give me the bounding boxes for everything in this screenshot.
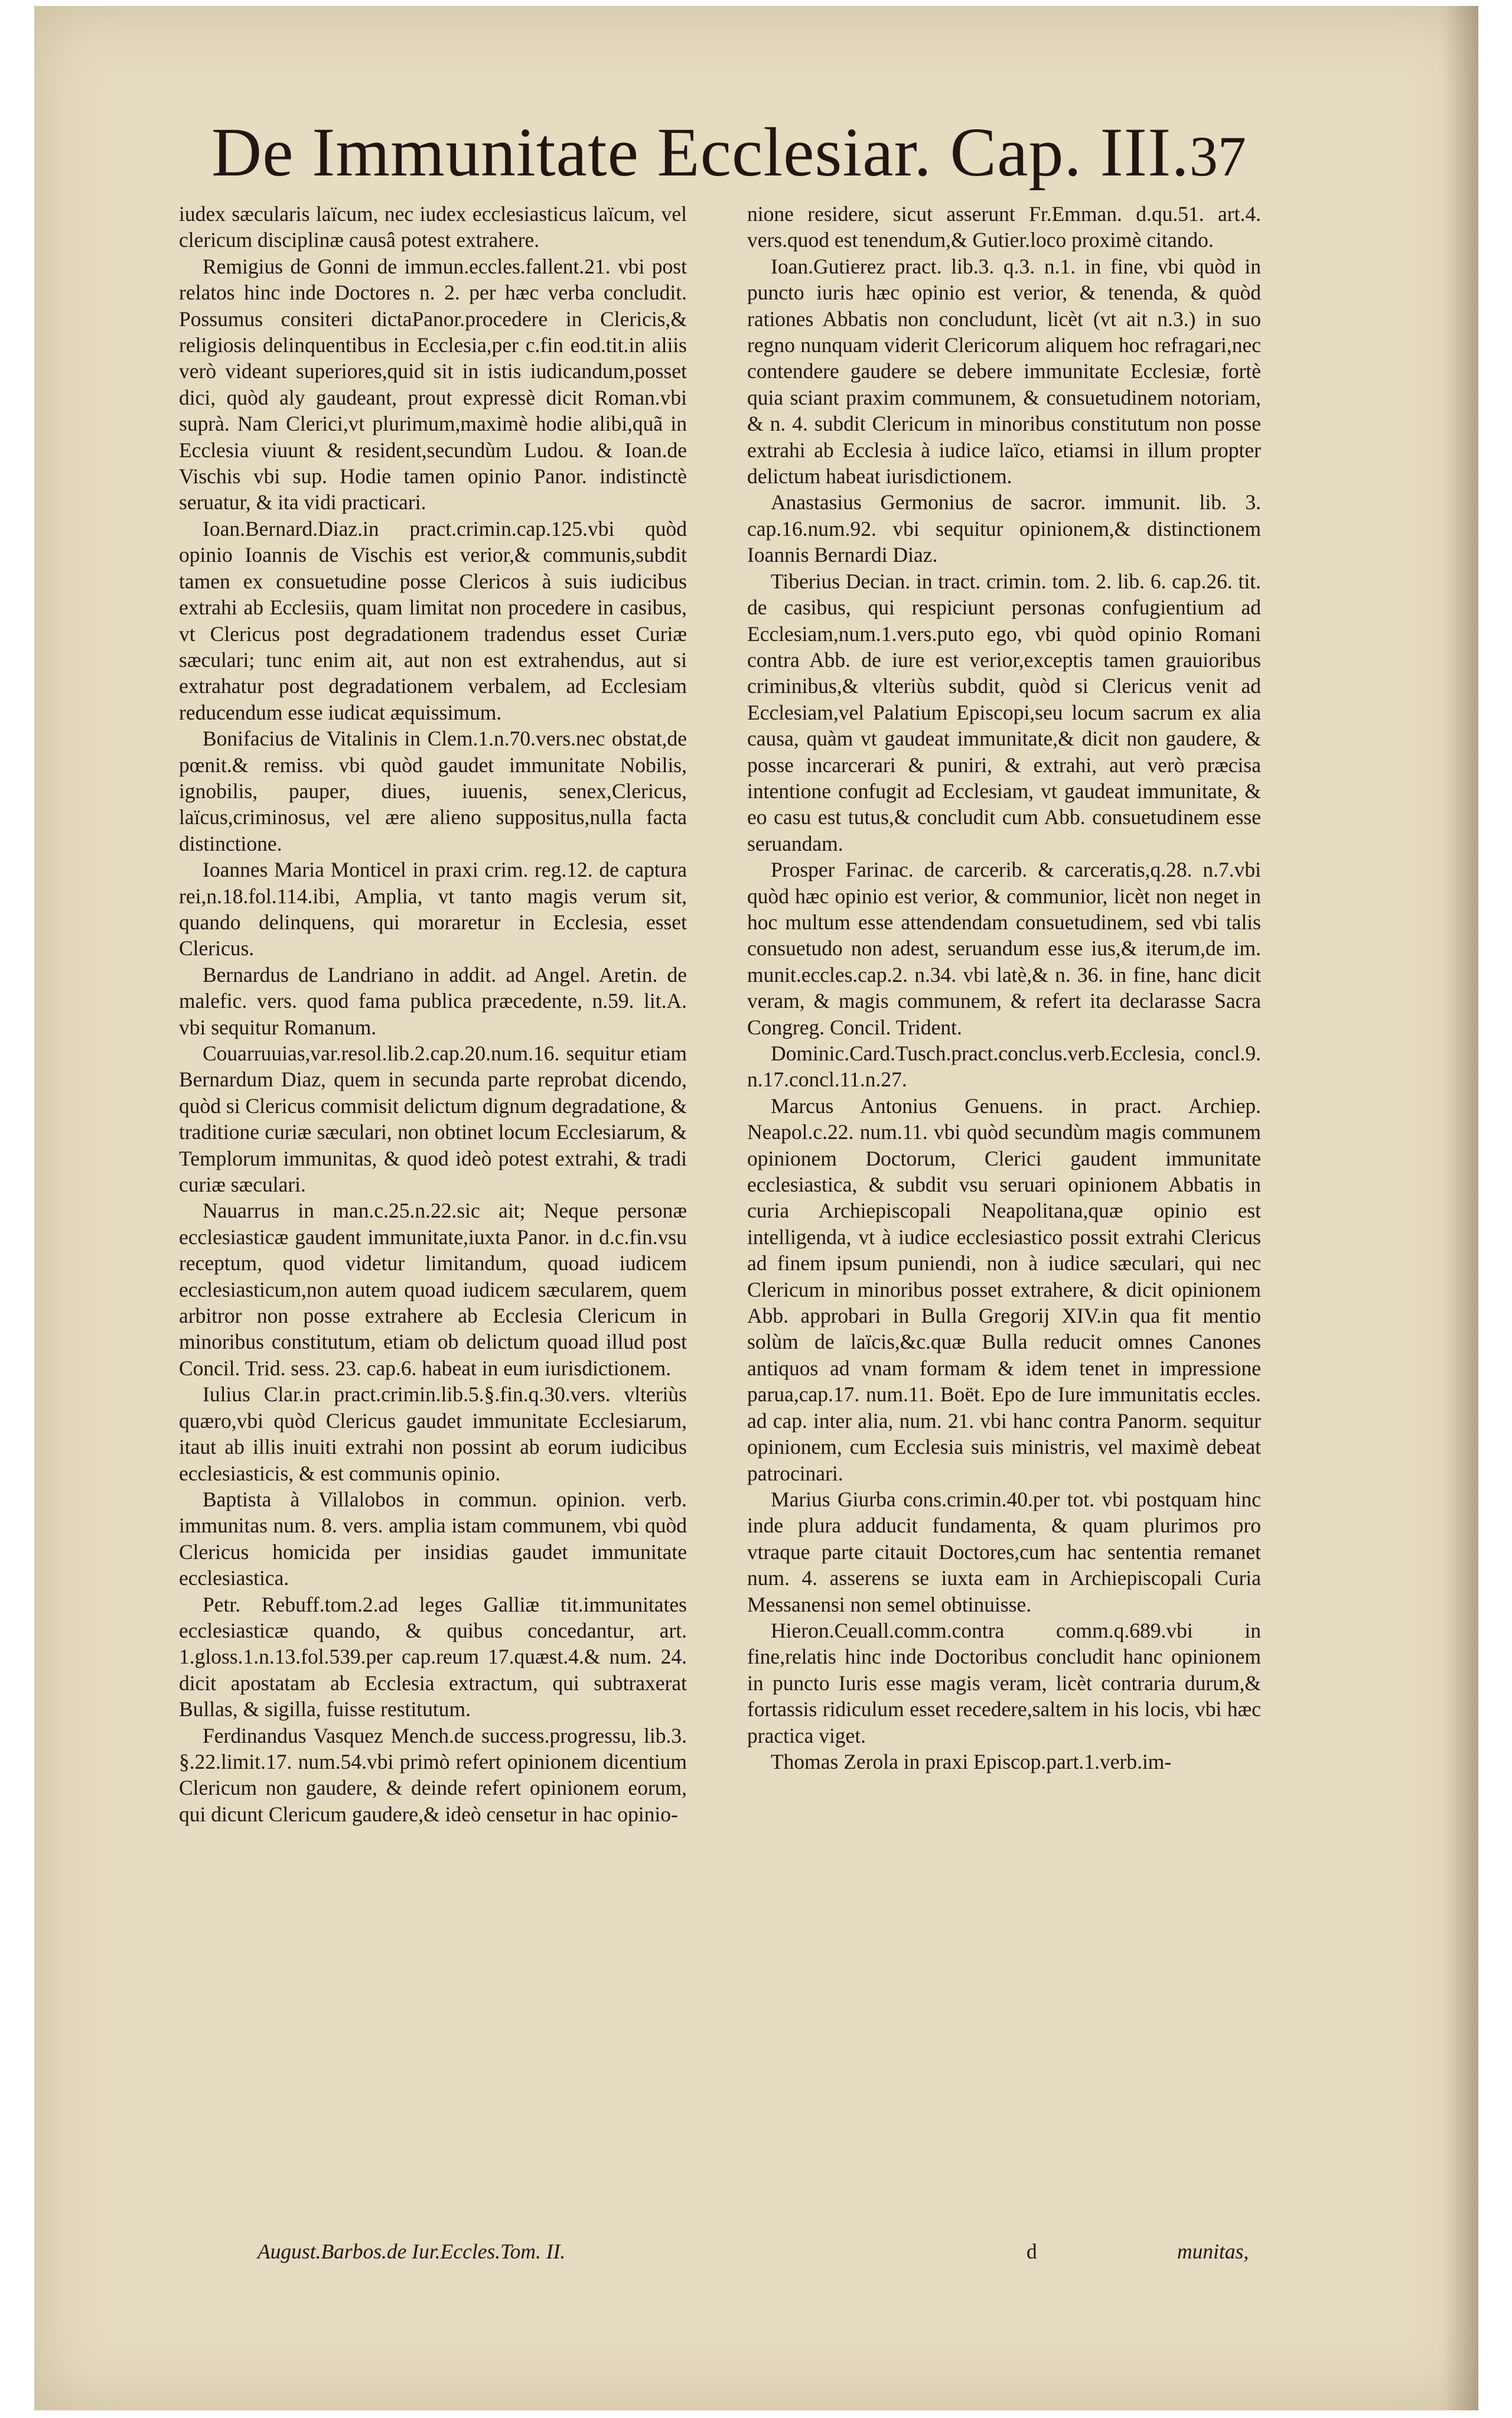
paragraph: Marcus Antonius Genuens. in pract. Archiep. Neapol.c.22. num.11. vbi quòd secundùm magis communem opinionem Doctorum, Clerici gaudent immunitate ecclesiastica, & subdit vsu seruari opinionem Abbatis in curia Archiepiscopali Neapolitana,quæ opinio est intelligenda, vt à iudice ecclesiastico possit extrahi Clericus ad finem ipsum puniendi, non à iudice sæculari, qui nec Clericum in minoribus posset extrahere, & dicit opinionem Abb. approbari in Bulla Gregorij XIV.in qua fit mentio solùm de laïcis,&c.quæ Bulla reducit omnes Canones antiquos ad vnam formam & idem tenet in impressione parua,cap.17. num.11. Boët. Epo de Iure immunitatis eccles. ad cap. inter alia, num. 21. vbi hanc contra Panorm. sequitur opinionem, cum Ecclesia suis ministris, vel maximè debeat patrocinari. (747, 1094, 1261, 1485)
paragraph: Marius Giurba cons.crimin.40.per tot. vbi postquam hinc inde plura adducit fundamenta, & quam plurimos pro vtraque parte citauit Doctores,cum hac sententia remanet num. 4. asserens se iuxta eam in Archiepiscopali Curia Messanensi non semel obtinuisse. (747, 1487, 1261, 1616)
paragraph: Ioannes Maria Monticel in praxi crim. reg.12. de captura rei,n.18.fol.114.ibi, Amplia, vt tanto magis verum sit, quando delinquens, qui moraretur in Ecclesia, esset Clericus. (179, 858, 687, 961)
paragraph: Ferdinandus Vasquez Mench.de success.progressu, lib.3. §.22.limit.17. num.54.vbi primò refert opinionem dicentium Clericum non gaudere, & deinde refert opinionem eorum, qui dicunt Clericum gaudere,& ideò censetur in hac opinio- (179, 1723, 687, 1826)
paragraph: nione residere, sicut asserunt Fr.Emman. d.qu.51. art.4. vers.quod est tenendum,& Gutier.loco proximè citando. (747, 202, 1261, 252)
paragraph: Baptista à Villalobos in commun. opinion. verb. immunitas num. 8. vers. amplia istam communem, vbi quòd Clericus homicida per insidias gaudet immunitate ecclesiastica. (179, 1487, 687, 1590)
page-number: 37 (1189, 125, 1246, 188)
paragraph: Nauarrus in man.c.25.n.22.sic ait; Neque personæ ecclesiasticæ gaudent immunitate,iuxta Panor. in d.c.fin.vsu receptum, quod videtur limitandum, quoad iudicem ecclesiasticum,non autem quoad iudicem sæcularem, quem arbitror non posse extrahere ab Ecclesia Clericum in minoribus constitutum, etiam ob delictum quoad illud post Concil. Trid. sess. 23. cap.6. habeat in eum iurisdictionem. (179, 1199, 687, 1380)
paragraph: Couarruuias,var.resol.lib.2.cap.20.num.16. sequitur etiam Bernardum Diaz, quem in secunda parte reprobat dicendo, quòd si Clericus commisit delictum dignum degradatione, & traditione curiæ sæculari, non obtinet locum Ecclesiarum, & Templorum immunitas, & quod ideò potest extrahi, & tradi curiæ sæculari. (179, 1042, 687, 1197)
right-column (747, 201, 1261, 1775)
left-column (179, 201, 687, 1827)
page-header (211, 112, 1246, 201)
gutter-shadow (1443, 6, 1478, 2410)
paragraph: Bernardus de Landriano in addit. ad Angel. Aretin. de malefic. vers. quod fama publica præcedente, n.59. lit.A. vbi sequitur Romanum. (179, 962, 687, 1039)
running-title: De Immunitate Ecclesiar. Cap. III. (211, 113, 1190, 191)
paragraph: iudex sæcularis laïcum, nec iudex ecclesiasticus laïcum, vel clericum disciplinæ causâ potest extrahere. (179, 202, 687, 252)
book-page (34, 6, 1478, 2410)
paragraph: Tiberius Decian. in tract. crimin. tom. 2. lib. 6. cap.26. tit. de casibus, qui respiciunt personas confugientium ad Ecclesiam,num.1.vers.puto ego, vbi quòd opinio Romani contra Abb. de iure est verior,exceptis tamen grauioribus criminibus,& vlteriùs subdit, quòd si Clericus venit ad Ecclesiam,vel Palatium Episcopi,seu locum sacrum ex alia causa, quàm vt gaudeat immunitate,& dicit non gaudere, & posse incarcerari & puniri, & extrahi, aut verò præcisa intentione confugit ad Ecclesiam, vt gaudeat immunitate, & eo casu est tutus,& concludit cum Abb. consuetudinem esse seruandam. (747, 569, 1261, 855)
paragraph: Thomas Zerola in praxi Episcop.part.1.verb.im- (771, 1749, 1172, 1773)
paragraph: Bonifacius de Vitalinis in Clem.1.n.70.vers.nec obstat,de pœnit.& remiss. vbi quòd gaudet immunitate Nobilis, ignobilis, pauper, diues, iuuenis, senex,Clericus, laïcus,criminosus, vel ære alieno suppositus,nulla facta distinctione. (179, 727, 687, 855)
paragraph: Petr. Rebuff.tom.2.ad leges Galliæ tit.immunitates ecclesiasticæ quando, & quibus concedantur, art. 1.gloss.1.n.13.fol.539.per cap.reum 17.quæst.4.& num. 24. dicit apostatam ab Ecclesia extractum, qui subtraxerat Bullas, & sigilla, fuisse restitutum. (179, 1592, 687, 1721)
paragraph: Prosper Farinac. de carcerib. & carceratis,q.28. n.7.vbi quòd hæc opinio est verior, & communior, licèt non neget in hoc multum esse attendendam consuetudinem, sed vbi talis consuetudo non adest, seruandum esse ius,& iterum,de im. munit.eccles.cap.2. n.34. vbi latè,& n. 36. in fine, hanc dicit veram, & magis communem, & refert ita declarasse Sacra Congreg. Concil. Trident. (747, 858, 1261, 1039)
paragraph: Dominic.Card.Tusch.pract.conclus.verb.Ecclesia, concl.9. n.17.concl.11.n.27. (747, 1042, 1261, 1092)
catchword: munitas, (1177, 2240, 1249, 2263)
footer-running-text: August.Barbos.de Iur.Eccles.Tom. II. (258, 2240, 566, 2263)
paragraph: Iulius Clar.in pract.crimin.lib.5.§.fin.q.30.vers. vlteriùs quæro,vbi quòd Clericus gaudet immunitate Ecclesiarum, itaut ab illis inuiti extrahi non possint ab eorum iudicibus ecclesiasticis, & est communis opinio. (179, 1382, 687, 1485)
paragraph: Anastasius Germonius de sacror. immunit. lib. 3. cap.16.num.92. vbi sequitur opinionem,& distinctionem Ioannis Bernardi Diaz. (747, 490, 1261, 567)
paragraph: Hieron.Ceuall.comm.contra comm.q.689.vbi in fine,relatis hinc inde Doctoribus concludit hanc opinionem in puncto Iuris esse magis veram, licèt contraria durum,& fortassis ridiculum esset recedere,saltem in his locis, vbi hæc practica viget. (747, 1618, 1261, 1747)
paragraph: Ioan.Bernard.Diaz.in pract.crimin.cap.125.vbi quòd opinio Ioannis de Vischis est verior,& communis,subdit tamen ex consuetudine posse Clericos à suis iudicibus extrahi ab Ecclesiis, quam limitat non procedere in casibus, vt Clericus post degradationem tradendus esset Curiæ sæculari; tunc enim ait, aut non est extrahendus, aut si extrahatur post degradationem verbalem, ad Ecclesiam reducendum esse iudicat æquissimum. (179, 516, 687, 724)
paragraph: Remigius de Gonni de immun.eccles.fallent.21. vbi post relatos hinc inde Doctores n. 2. per hæc verba concludit. Possumus consiteri dictaPanor.procedere in Clericis,& religiosis delinquentibus in Ecclesia,per c.fin eod.tit.in aliis verò videant superiores,quid sit in istis iudicandum,posset dici, quòd aly gaudeant, prout expressè dicit Roman.vbi suprà. Nam Clerici,vt plurimum,maximè hodie alibi,quã in Ecclesia viuunt & resident,secundùm Ludou. & Ioan.de Vischis vbi sup. Hodie tamen opinio Panor. indistinctè seruatur, & ita vidi practicari. (179, 254, 687, 515)
paragraph: Ioan.Gutierez pract. lib.3. q.3. n.1. in fine, vbi quòd in puncto iuris hæc opinio est verior, & tenenda, & quòd rationes Abbatis non concludunt, licèt (vt ait n.3.) in suo regno nunquam viderit Clericorum aliquem hoc refragari,nec contendere gaudere se debere immunitate Ecclesiæ, fortè quia sciant praxim communem, & consuetudinem notoriam, & n. 4. subdit Clericum in minoribus constitutum non posse extrahi ab Ecclesia à iudice laïco, etiamsi in illum propter delictum habeat iurisdictionem. (747, 254, 1261, 489)
signature-mark: d (1027, 2240, 1037, 2263)
